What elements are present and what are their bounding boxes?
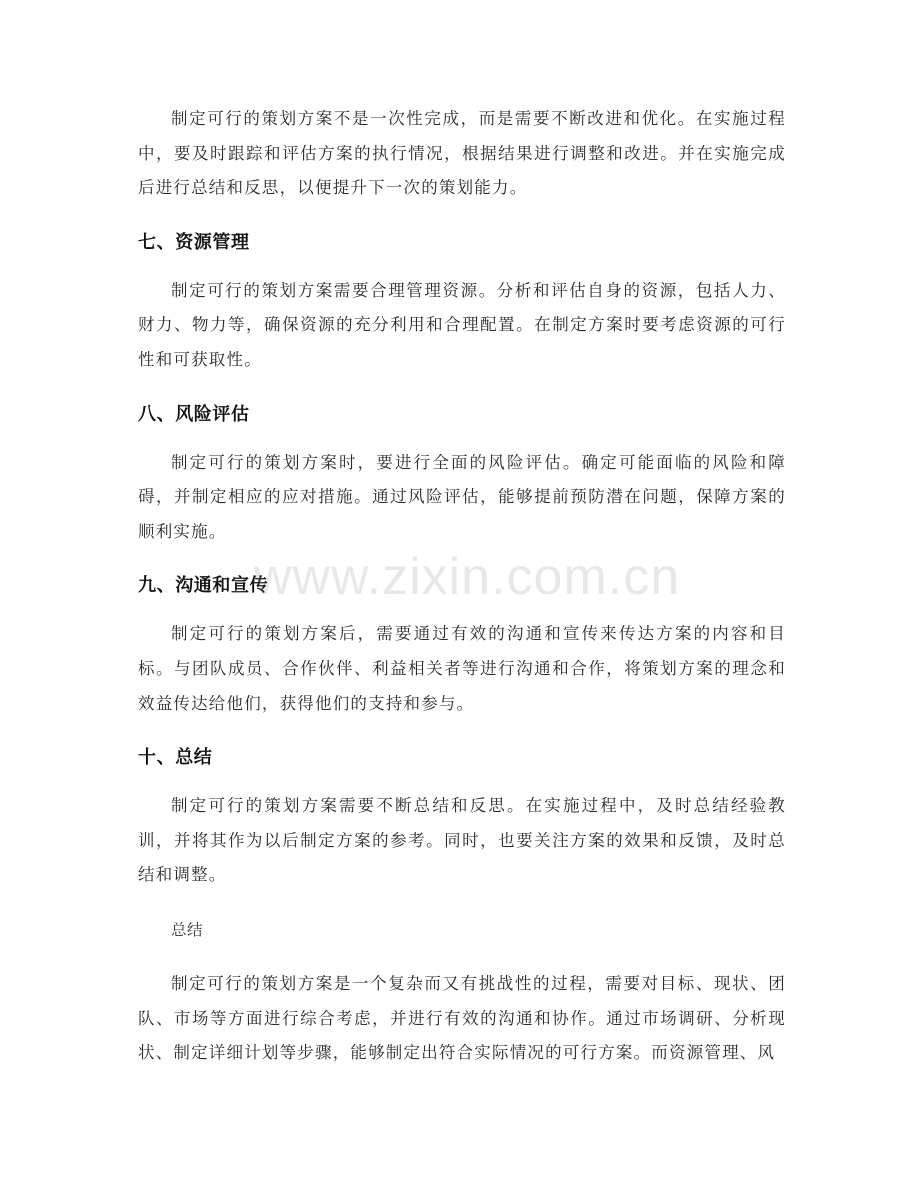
paragraph-continuation: 制定可行的策划方案不是一次性完成，而是需要不断改进和优化。在实施过程中，要及时跟踪和评估方案的执行情况，根据结果进行调整和改进。并在实施完成后进行总结和反思，以便提升下一次的策划能力。	[138, 109, 786, 198]
section-heading-communication: 九、沟通和宣传	[138, 575, 269, 597]
section-heading-summary: 十、总结	[138, 747, 213, 769]
paragraph-summary: 制定可行的策划方案需要不断总结和反思。在实施过程中，及时总结经验教训，并将其作为以后制定方案的参考。同时，也要关注方案的效果和反馈，及时总结和调整。	[138, 796, 786, 885]
paragraph-communication: 制定可行的策划方案后，需要通过有效的沟通和宣传来传达方案的内容和目标。与团队成员、合作伙伴、利益相关者等进行沟通和合作，将策划方案的理念和效益传达给他们，获得他们的支持和参与。	[138, 624, 786, 713]
section-heading-resource-management: 七、资源管理	[138, 231, 250, 253]
document-body	[138, 102, 786, 1091]
paragraph-resource-management: 制定可行的策划方案需要合理管理资源。分析和评估自身的资源，包括人力、财力、物力等，确保资源的充分利用和合理配置。在制定方案时要考虑资源的可行性和可获取性。	[138, 280, 786, 369]
watermark: www.zixin.com.cn	[253, 548, 681, 606]
summary-label: 总结	[171, 920, 204, 939]
paragraph-risk-assessment: 制定可行的策划方案时，要进行全面的风险评估。确定可能面临的风险和障碍，并制定相应的应对措施。通过风险评估，能够提前预防潜在问题，保障方案的顺利实施。	[138, 452, 786, 541]
section-heading-risk-assessment: 八、风险评估	[138, 403, 250, 425]
paragraph-conclusion: 制定可行的策划方案是一个复杂而又有挑战性的过程，需要对目标、现状、团队、市场等方面进行综合考虑，并进行有效的沟通和协作。通过市场调研、分析现状、制定详细计划等步骤，能够制定出符合实际情况的可行方案。而资源管理、风	[138, 973, 786, 1063]
